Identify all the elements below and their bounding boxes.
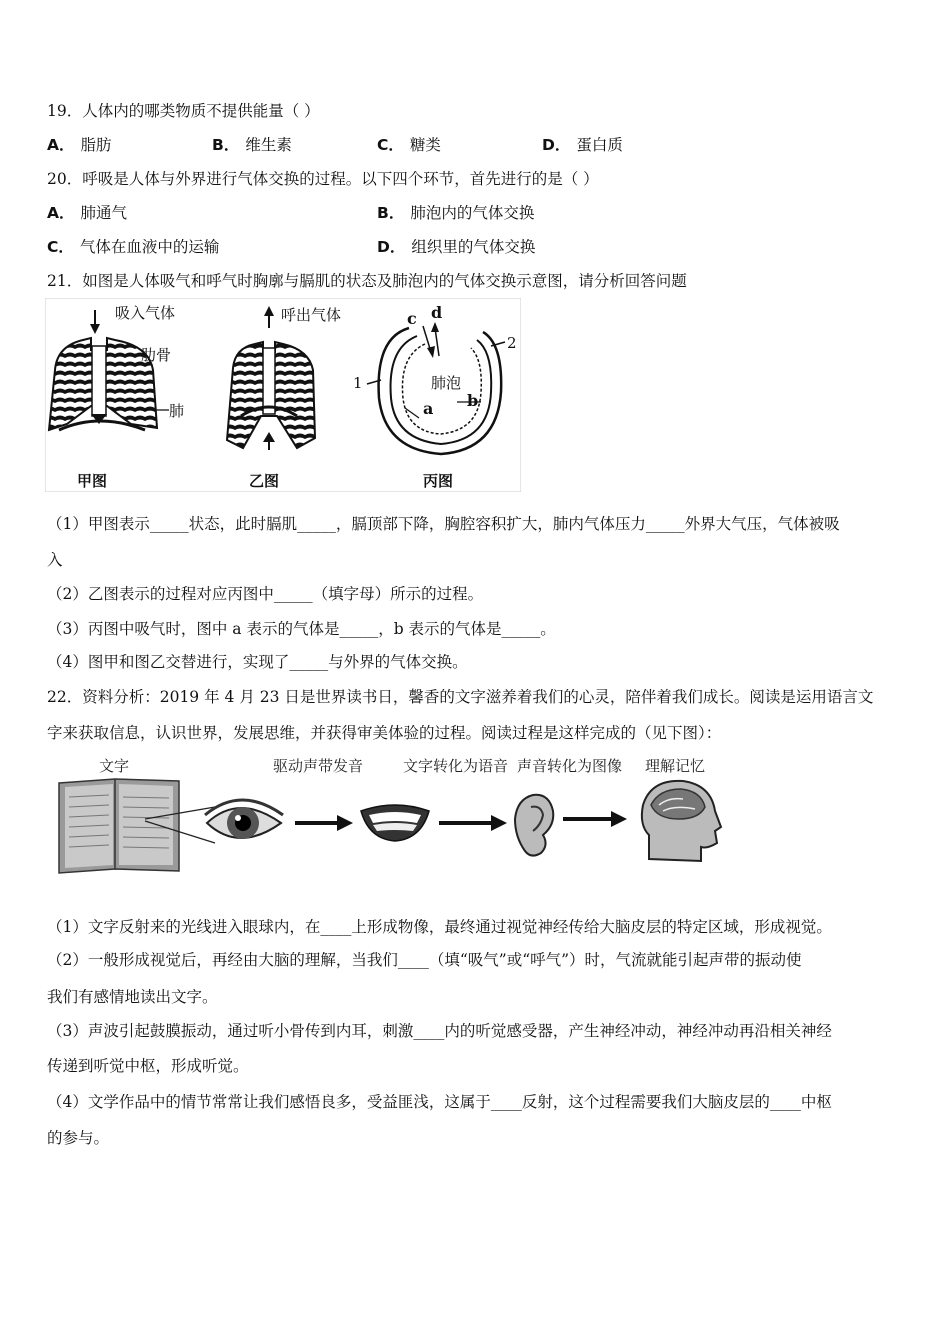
q22-stem-line-1: 22．资料分析：2019 年 4 月 23 日是世界读书日，馨香的文字滋养着我们的心灵，陪伴着我们成长。阅读是运用语言文 <box>47 688 874 706</box>
label-exhale: 呼出气体 <box>281 306 342 324</box>
label-panel-jia: 甲图 <box>77 472 108 490</box>
mouth-image <box>361 805 429 841</box>
label-inhale: 吸入气体 <box>115 304 176 322</box>
q20-option-d <box>377 237 535 257</box>
label-1: 1 <box>353 374 363 392</box>
label-b: b <box>467 391 479 410</box>
option-text: 脂肪 <box>80 136 112 154</box>
label-lung: 肺 <box>169 402 185 420</box>
ear-image <box>515 795 553 856</box>
q22-part-3: （3）声波引起鼓膜振动，通过听小骨传到内耳，刺激____内的听觉感受器，产生神经冲动，神经冲动再沿相关神经 <box>47 1022 832 1040</box>
q22-part-1: （1）文字反射来的光线进入眼球内，在____上形成物像，最终通过视觉神经传给大脑皮层的特定区域，形成视觉。 <box>47 918 832 936</box>
label-sound-to-image: 声音转化为图像 <box>517 757 623 775</box>
q21-part-2: （2）乙图表示的过程对应丙图中_____（填字母）所示的过程。 <box>47 585 484 603</box>
arrow-right-icon <box>295 815 353 831</box>
option-text: 维生素 <box>245 136 292 154</box>
option-text: 蛋白质 <box>576 136 623 154</box>
q21-part-4: （4）图甲和图乙交替进行，实现了_____与外界的气体交换。 <box>47 653 468 671</box>
label-c: c <box>407 309 417 328</box>
q20-option-a <box>47 203 127 223</box>
option-text: 组织里的气体交换 <box>411 238 536 256</box>
label-d: d <box>431 303 443 322</box>
option-letter: A． <box>47 136 75 154</box>
q22-part-2-cont: 我们有感情地读出文字。 <box>47 988 218 1006</box>
option-text: 肺通气 <box>80 204 128 222</box>
q21-part-3: （3）丙图中吸气时，图中 a 表示的气体是_____，b 表示的气体是_____。 <box>47 620 556 638</box>
q19-option-c <box>377 135 441 155</box>
option-text: 糖类 <box>409 136 441 154</box>
option-letter: B． <box>212 136 240 154</box>
q19-stem: 19．人体内的哪类物质不提供能量（ ） <box>47 102 320 120</box>
q19-option-d <box>542 135 623 155</box>
label-a: a <box>423 399 434 418</box>
ribcage-inhale-diagram <box>49 310 172 430</box>
option-letter: D． <box>542 136 571 154</box>
q21-part-1-cont: 入 <box>47 551 63 569</box>
ribcage-exhale-diagram <box>227 306 315 450</box>
label-understand-memorize: 理解记忆 <box>645 757 706 775</box>
option-letter: A． <box>47 204 75 222</box>
label-panel-yi: 乙图 <box>249 472 280 490</box>
option-letter: B． <box>377 204 405 222</box>
q22-part-4-cont: 的参与。 <box>47 1129 110 1147</box>
reading-process-figure <box>55 755 725 875</box>
option-letter: D． <box>377 238 406 256</box>
arrow-right-icon <box>563 811 627 827</box>
option-text: 肺泡内的气体交换 <box>410 204 535 222</box>
arrow-right-icon <box>439 815 507 831</box>
q22-part-4: （4）文学作品中的情节常常让我们感悟良多，受益匪浅，这属于____反射，这个过程需要我们大脑皮层的____中枢 <box>47 1093 832 1111</box>
q20-option-b <box>377 203 534 223</box>
label-alveolus: 肺泡 <box>431 374 462 392</box>
q22-stem-line-2: 字来获取信息，认识世界，发展思维，并获得审美体验的过程。阅读过程是这样完成的（见下图）： <box>47 724 722 742</box>
label-2: 2 <box>507 334 517 352</box>
head-brain-image <box>642 781 721 861</box>
q20-option-c <box>47 237 219 257</box>
q19-option-b <box>212 135 292 155</box>
respiration-figure <box>45 298 521 492</box>
label-text: 文字 <box>99 757 130 775</box>
label-rib: 肋骨 <box>141 346 172 364</box>
option-letter: C． <box>377 136 404 154</box>
book-image <box>59 779 215 873</box>
option-letter: C． <box>47 238 74 256</box>
q22-part-2: （2）一般形成视觉后，再经由大脑的理解，当我们____（填“吸气”或“呼气”）时，气流就能引起声带的振动使 <box>47 951 802 969</box>
eye-image <box>205 800 283 839</box>
option-text: 气体在血液中的运输 <box>79 238 220 256</box>
label-drive-vocal-cords: 驱动声带发音 <box>273 757 364 775</box>
q20-stem: 20．呼吸是人体与外界进行气体交换的过程。以下四个环节，首先进行的是（ ） <box>47 170 599 188</box>
label-text-to-speech: 文字转化为语音 <box>403 757 509 775</box>
q19-option-a <box>47 135 112 155</box>
q21-part-1: （1）甲图表示_____状态，此时膈肌_____，膈顶部下降，胸腔容积扩大，肺内气体压力_____外界大气压，气体被吸 <box>47 515 840 533</box>
q21-stem: 21．如图是人体吸气和呼气时胸廓与膈肌的状态及肺泡内的气体交换示意图，请分析回答问题 <box>47 272 687 290</box>
q22-part-3-cont: 传递到听觉中枢，形成听觉。 <box>47 1057 249 1075</box>
label-panel-bing: 丙图 <box>423 472 454 490</box>
